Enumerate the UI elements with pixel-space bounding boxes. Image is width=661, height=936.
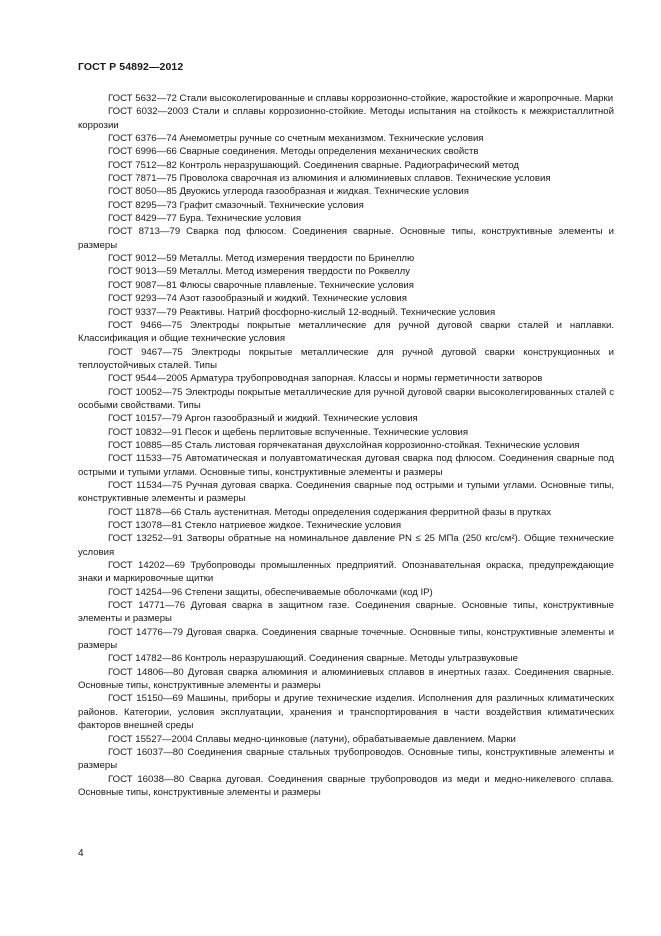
reference-item: ГОСТ 9013—59 Металлы. Метод измерения твердости по Роквеллу	[108, 266, 411, 278]
reference-item: ГОСТ 10832—91 Песок и щебень перлитовые вспученные. Технические условия	[108, 426, 469, 438]
reference-item: ГОСТ 8050—85 Двуокись углерода газообразная и жидкая. Технические условия	[108, 186, 469, 198]
references-list	[78, 92, 614, 799]
reference-item: ГОСТ 14202—69 Трубопроводы промышленных предприятий. Опознавательная окраска, предупреждающие знаки и маркировочные щитки	[78, 560, 614, 585]
reference-item: ГОСТ 11534—75 Ручная дуговая сварка. Соединения сварные под острыми и тупыми углами. Основные типы, конструктивные элементы и размеры	[78, 479, 614, 505]
reference-item: ГОСТ 14771—76 Дуговая сварка в защитном газе. Соединения сварные. Основные типы, конструктивные элементы и размеры	[78, 600, 614, 625]
reference-item: ГОСТ 9337—79 Реактивы. Натрий фосфорно-кислый 12-водный. Технические условия	[108, 306, 496, 318]
reference-item: ГОСТ 15150—69 Машины, приборы и другие технические изделия. Исполнения для различных климатических районов. Категории, условия эксплуатации, хранения и транспортирования в части воздействия климатических факторов внешней среды	[78, 693, 614, 732]
reference-item: ГОСТ 14782—86 Контроль неразрушающий. Соединения сварные. Методы ультразвуковые	[108, 653, 518, 665]
reference-item: ГОСТ 6376—74 Анемометры ручные со счетным механизмом. Технические условия	[108, 133, 484, 145]
reference-item: ГОСТ 10157—79 Аргон газообразный и жидкий. Технические условия	[108, 413, 418, 425]
reference-item: ГОСТ 14776—79 Дуговая сварка. Соединения сварные точечные. Основные типы, конструктивные элементы и размеры	[78, 626, 614, 652]
reference-item: ГОСТ 9087—81 Флюсы сварочные плавленые. Технические условия	[108, 279, 414, 291]
reference-item: ГОСТ 6996—66 Сварные соединения. Методы определения механических свойств	[108, 146, 479, 158]
reference-item: ГОСТ 7512—82 Контроль неразрушающий. Соединения сварные. Радиографический метод	[108, 159, 519, 171]
page-number: 4	[78, 848, 84, 859]
reference-item: ГОСТ 15527—2004 Сплавы медно-цинковые (латуни), обрабатываемые давлением. Марки	[108, 733, 516, 745]
reference-item: ГОСТ 8713—79 Сварка под флюсом. Соединения сварные. Основные типы, конструктивные элементы и размеры	[78, 226, 614, 251]
reference-item: ГОСТ 13252—91 Затворы обратные на номинальное давление PN ≤ 25 МПа (250 кгс/см²). Общие технические условия	[78, 533, 614, 558]
reference-item: ГОСТ 8295—73 Графит смазочный. Технические условия	[108, 199, 364, 211]
reference-item: ГОСТ 16037—80 Соединения сварные стальных трубопроводов. Основные типы, конструктивные элементы и размеры	[78, 746, 614, 772]
reference-item: ГОСТ 9293—74 Азот газообразный и жидкий. Технические условия	[108, 293, 407, 305]
reference-item: ГОСТ 9467—75 Электроды покрытые металлические для ручной дуговой сварки конструкционных и теплоустойчивых сталей. Типы	[78, 346, 614, 371]
reference-item: ГОСТ 11878—66 Сталь аустенитная. Методы определения содержания ферритной фазы в прутках	[108, 506, 552, 518]
reference-item: ГОСТ 16038—80 Сварка дуговая. Соединения сварные трубопроводов из меди и медно-никелевого сплава. Основные типы, конструктивные элементы и размеры	[78, 773, 614, 798]
reference-item: ГОСТ 13078—81 Стекло натриевое жидкое. Технические условия	[108, 520, 402, 531]
reference-item: ГОСТ 9466—75 Электроды покрытые металлические для ручной дуговой сварки сталей и наплавки. Классификация и общие технические условия	[78, 319, 614, 345]
reference-item: ГОСТ 8429—77 Бура. Технические условия	[108, 213, 302, 225]
reference-item: ГОСТ 6032—2003 Стали и сплавы коррозионно-стойкие. Методы испытания на стойкость к межкристаллитной коррозии	[78, 106, 614, 131]
reference-item: ГОСТ 11533—75 Автоматическая и полуавтоматическая дуговая сварка под флюсом. Соединения сварные под острыми и тупыми углами. Основные типы, конструктивные элементы и размеры	[78, 453, 614, 478]
reference-item: ГОСТ 14806—80 Дуговая сварка алюминия и алюминиевых сплавов в инертных газах. Соединения сварные. Основные типы, конструктивные элементы и размеры	[78, 666, 614, 692]
reference-item: ГОСТ 9012—59 Металлы. Метод измерения твердости по Бринеллю	[108, 253, 415, 265]
reference-item: ГОСТ 10052—75 Электроды покрытые металлические для ручной дуговой сварки высоколегированных сталей с особыми свойствами. Типы	[78, 386, 614, 411]
document-header: ГОСТ Р 54892—2012	[78, 61, 184, 73]
reference-item: ГОСТ 9544—2005 Арматура трубопроводная запорная. Классы и нормы герметичности затворов	[108, 373, 543, 385]
reference-item: ГОСТ 7871—75 Проволока сварочная из алюминия и алюминиевых сплавов. Технические условия	[108, 173, 551, 185]
reference-item: ГОСТ 14254—96 Степени защиты, обеспечиваемые оболочками (код IP)	[108, 586, 433, 598]
reference-item: ГОСТ 5632—72 Стали высоколегированные и сплавы коррозионно-стойкие, жаростойкие и жаропрочные. Марки	[108, 93, 614, 104]
reference-item: ГОСТ 10885—85 Сталь листовая горячекатаная двухслойная коррозионно-стойкая. Технические условия	[108, 439, 580, 451]
